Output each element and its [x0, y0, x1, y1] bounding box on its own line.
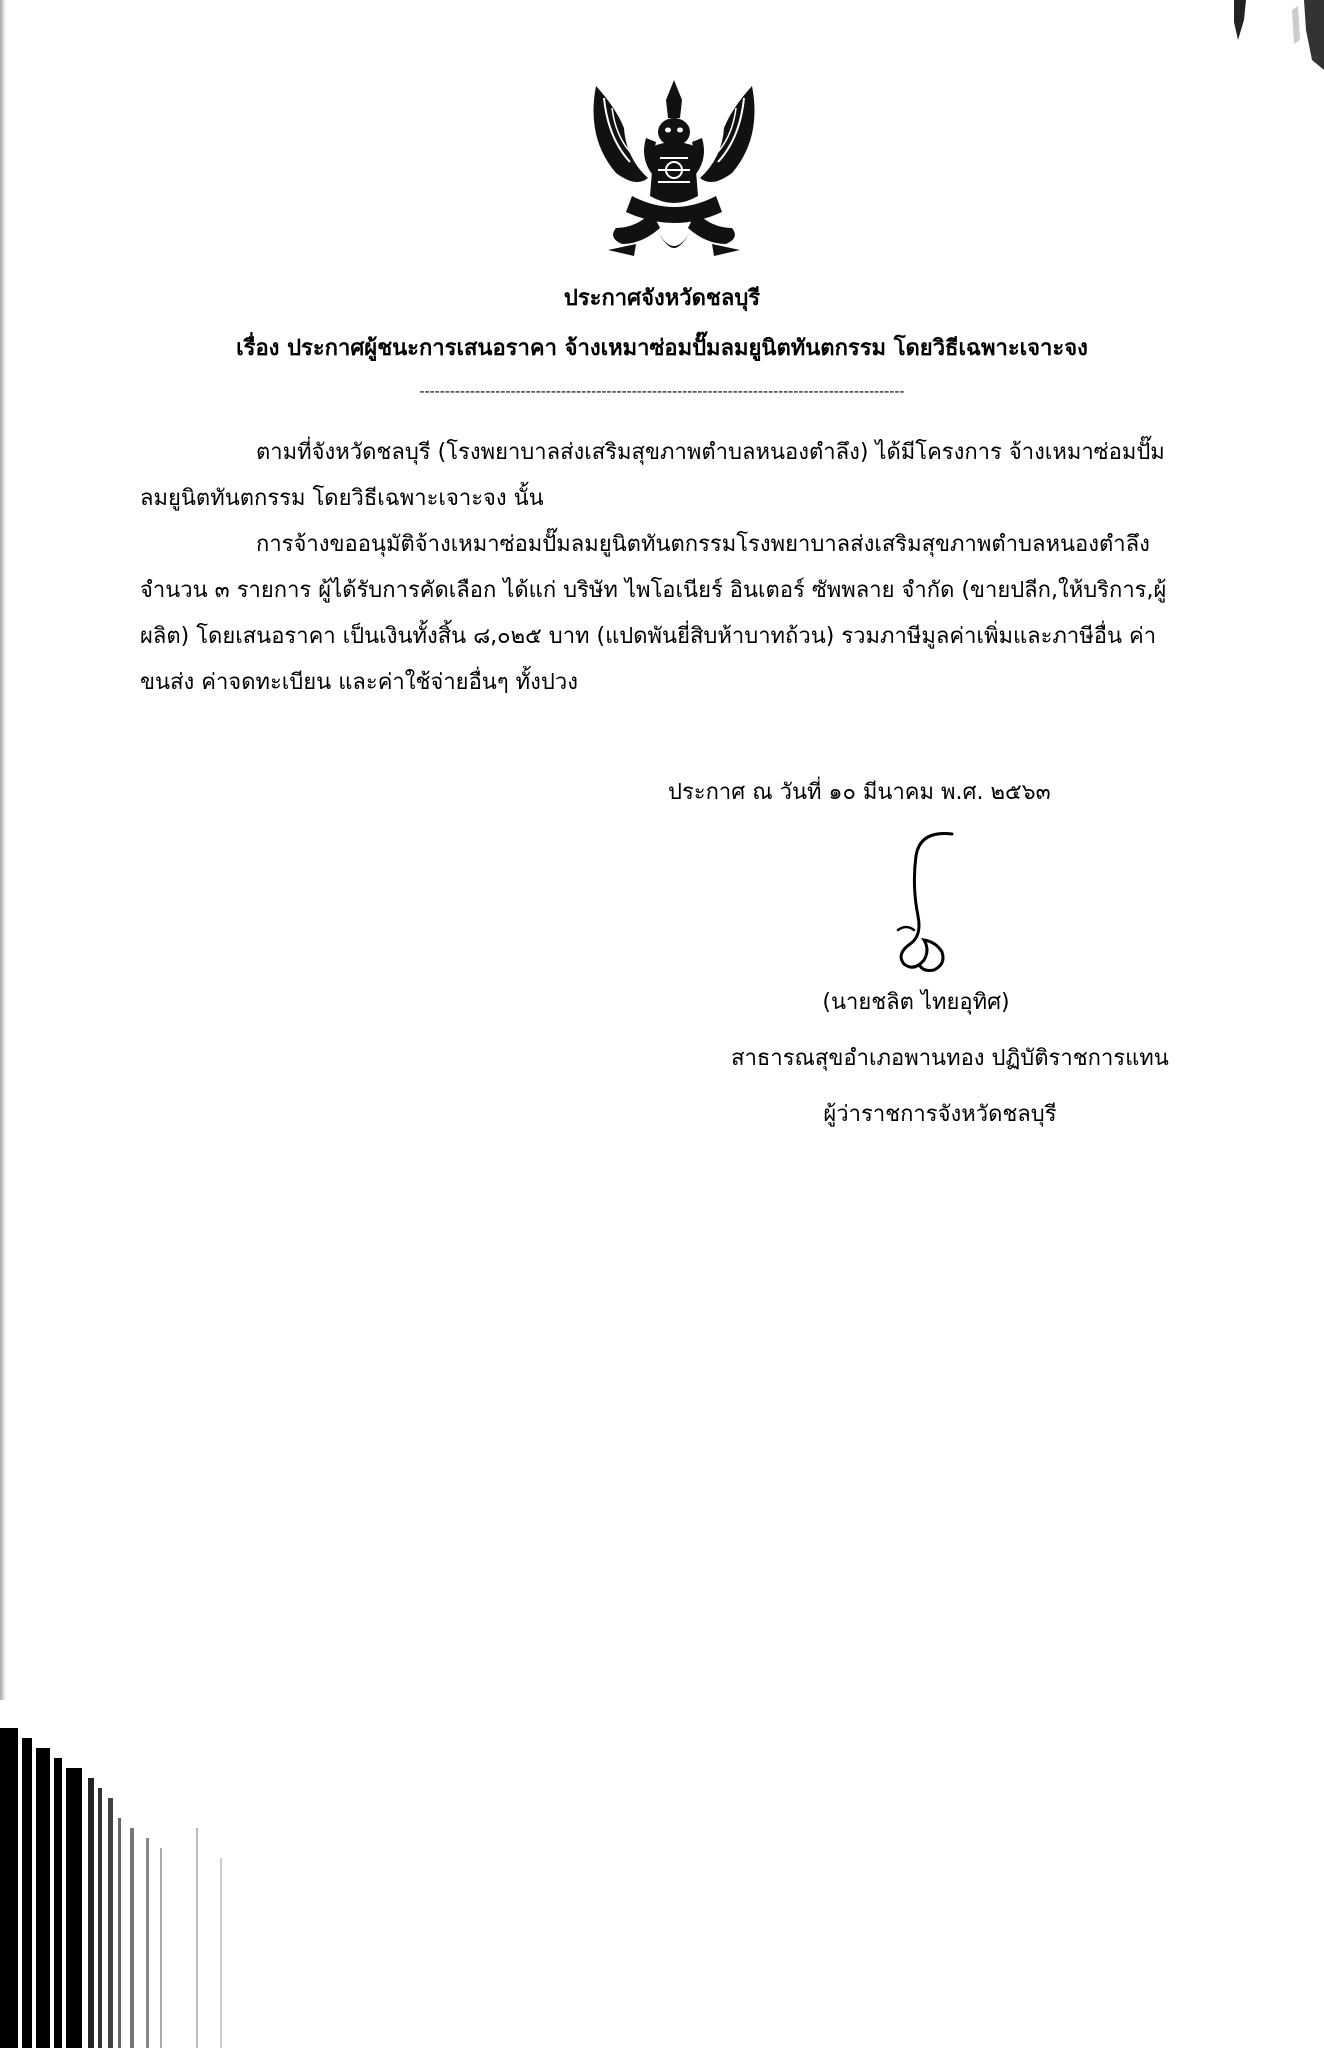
announcement-date: ประกาศ ณ วันที่ ๑๐ มีนาคม พ.ศ. ๒๕๖๓ [668, 780, 1051, 805]
signatory-position: สาธารณสุขอำเภอพานทอง ปฏิบัติราชการแทน [731, 1046, 1169, 1071]
body-paragraph-award: การจ้างขออนุมัติจ้างเหมาซ่อมปั๊มลมยูนิตทันตกรรมโรงพยาบาลส่งเสริมสุขภาพตำบลหนองตำลึง จำนวน ๓ รายการ ผู้ได้รับการคัดเลือก ได้แก่ บริษัท ไพโอเนียร์ อินเตอร์ ซัพพลาย จำกัด (ขายปลีก,ให้บริการ,ผู้ผลิต) โดยเสนอราคา เป็นเงินทั้งสิ้น ๘,๐๒๕ บาท (แปดพันยี่สิบห้าบาทถ้วน) รวมภาษีมูลค่าเพิ่มและภาษีอื่น ค่าขนส่ง ค่าจดทะเบียน และค่าใช้จ่ายอื่นๆ ทั้งปวง [140, 532, 1167, 695]
document-subject: เรื่อง ประกาศผู้ชนะการเสนอราคา จ้างเหมาซ่อมปั๊มลมยูนิตทันตกรรม โดยวิธีเฉพาะเจาะจง [236, 336, 1088, 361]
garuda-emblem-icon [586, 78, 762, 264]
document-title: ประกาศจังหวัดชลบุรี [563, 286, 761, 311]
body-paragraph-intro: ตามที่จังหวัดชลบุรี (โรงพยาบาลส่งเสริมสุขภาพตำบลหนองตำลึง) ได้มีโครงการ จ้างเหมาซ่อมปั๊มลมยูนิตทันตกรรม โดยวิธีเฉพาะเจาะจง นั้น [140, 440, 1165, 511]
scan-corner-artifact [1174, 0, 1324, 70]
heading-divider: ------------------------------------------------------------------------------------------------ [419, 384, 905, 400]
signatory-on-behalf: ผู้ว่าราชการจังหวัดชลบุรี [823, 1102, 1057, 1127]
scan-edge-artifact [0, 0, 6, 1700]
scan-bottom-artifact [0, 1708, 230, 2048]
handwritten-signature [880, 826, 970, 976]
signatory-name: (นายชลิต ไทยอุทิศ) [822, 990, 1010, 1015]
